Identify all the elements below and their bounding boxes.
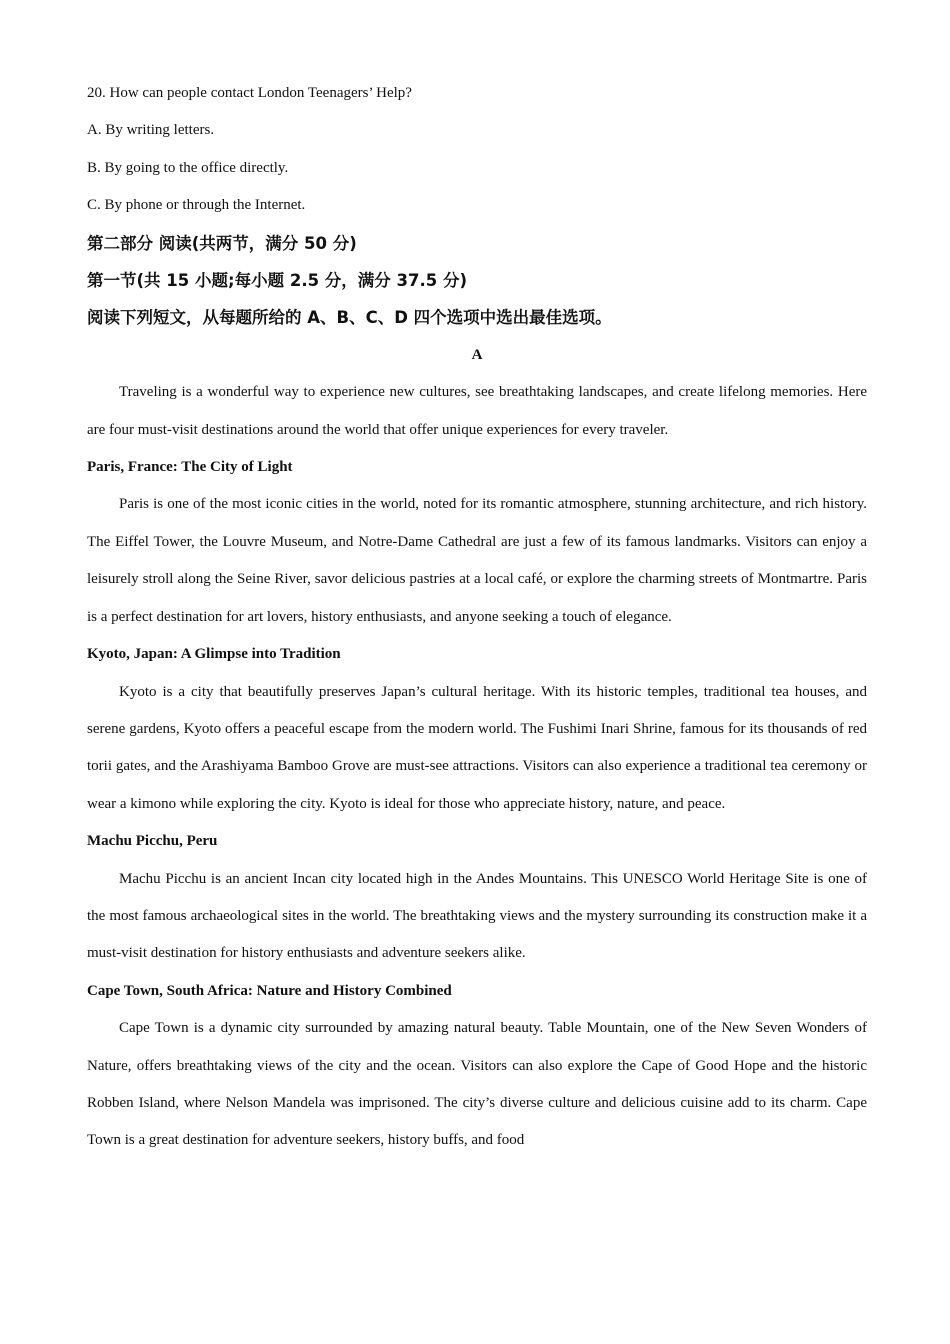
section-heading-kyoto: Kyoto, Japan: A Glimpse into Tradition [87, 646, 341, 663]
reading-instruction: 阅读下列短文，从每题所给的 A、B、C、D 四个选项中选出最佳选项。 [87, 308, 612, 328]
passage-letter: A [471, 346, 483, 363]
section-heading-cape-town: Cape Town, South Africa: Nature and History Combined [87, 982, 452, 999]
section-body-paris: Paris is one of the most iconic cities in the world, noted for its romantic atmosphere, stunning architecture, and rich history. The Eiffel Tower, the Louvre Museum, and Notre-Dame Cathedral are just a few of its famous landmarks. Visitors can enjoy a leisurely stroll along the Seine River, savor delicious pastries at a local café, or explore the charming streets of Montmartre. Paris is a perfect destination for art lovers, history enthusiasts, and anyone seeking a touch of elegance. [87, 496, 867, 625]
section-body-kyoto: Kyoto is a city that beautifully preserves Japan’s cultural heritage. With its historic temples, traditional tea houses, and serene gardens, Kyoto offers a peaceful escape from the modern world. The Fushimi Inari Shrine, famous for its thousands of red torii gates, and the Arashiyama Bamboo Grove are must-see attractions. Visitors can also experience a traditional tea ceremony or wear a kimono while exploring the city. Kyoto is ideal for those who appreciate history, nature, and peace. [87, 683, 867, 812]
option-b: B. By going to the office directly. [87, 159, 289, 176]
option-a: A. By writing letters. [87, 122, 215, 139]
section-body-cape-town: Cape Town is a dynamic city surrounded by amazing natural beauty. Table Mountain, one of the New Seven Wonders of Nature, offers breathtaking views of the city and the ocean. Visitors can also explore the Cape of Good Hope and the historic Robben Island, where Nelson Mandela was imprisoned. The city’s diverse culture and delicious cuisine add to its charm. Cape Town is a great destination for adventure seekers, history buffs, and food [87, 1020, 867, 1149]
section-heading-machu-picchu: Machu Picchu, Peru [87, 833, 218, 850]
section-one-title: 第一节(共 15 小题;每小题 2.5 分，满分 37.5 分) [87, 271, 468, 291]
section-body-machu-picchu: Machu Picchu is an ancient Incan city located high in the Andes Mountains. This UNESCO World Heritage Site is one of the most famous archaeological sites in the world. The breathtaking views and the mystery surrounding its construction make it a must-visit destination for history enthusiasts and adventure seekers alike. [87, 870, 867, 962]
document-page [87, 75, 867, 1160]
section-heading-paris: Paris, France: The City of Light [87, 459, 293, 476]
question-stem: 20. How can people contact London Teenagers’ Help? [87, 85, 412, 101]
passage-intro: Traveling is a wonderful way to experience new cultures, see breathtaking landscapes, and create lifelong memories. Here are four must-visit destinations around the world that offer unique experiences for every traveler. [87, 384, 867, 438]
part-two-title: 第二部分 阅读(共两节，满分 50 分) [87, 233, 357, 253]
option-c: C. By phone or through the Internet. [87, 197, 306, 214]
